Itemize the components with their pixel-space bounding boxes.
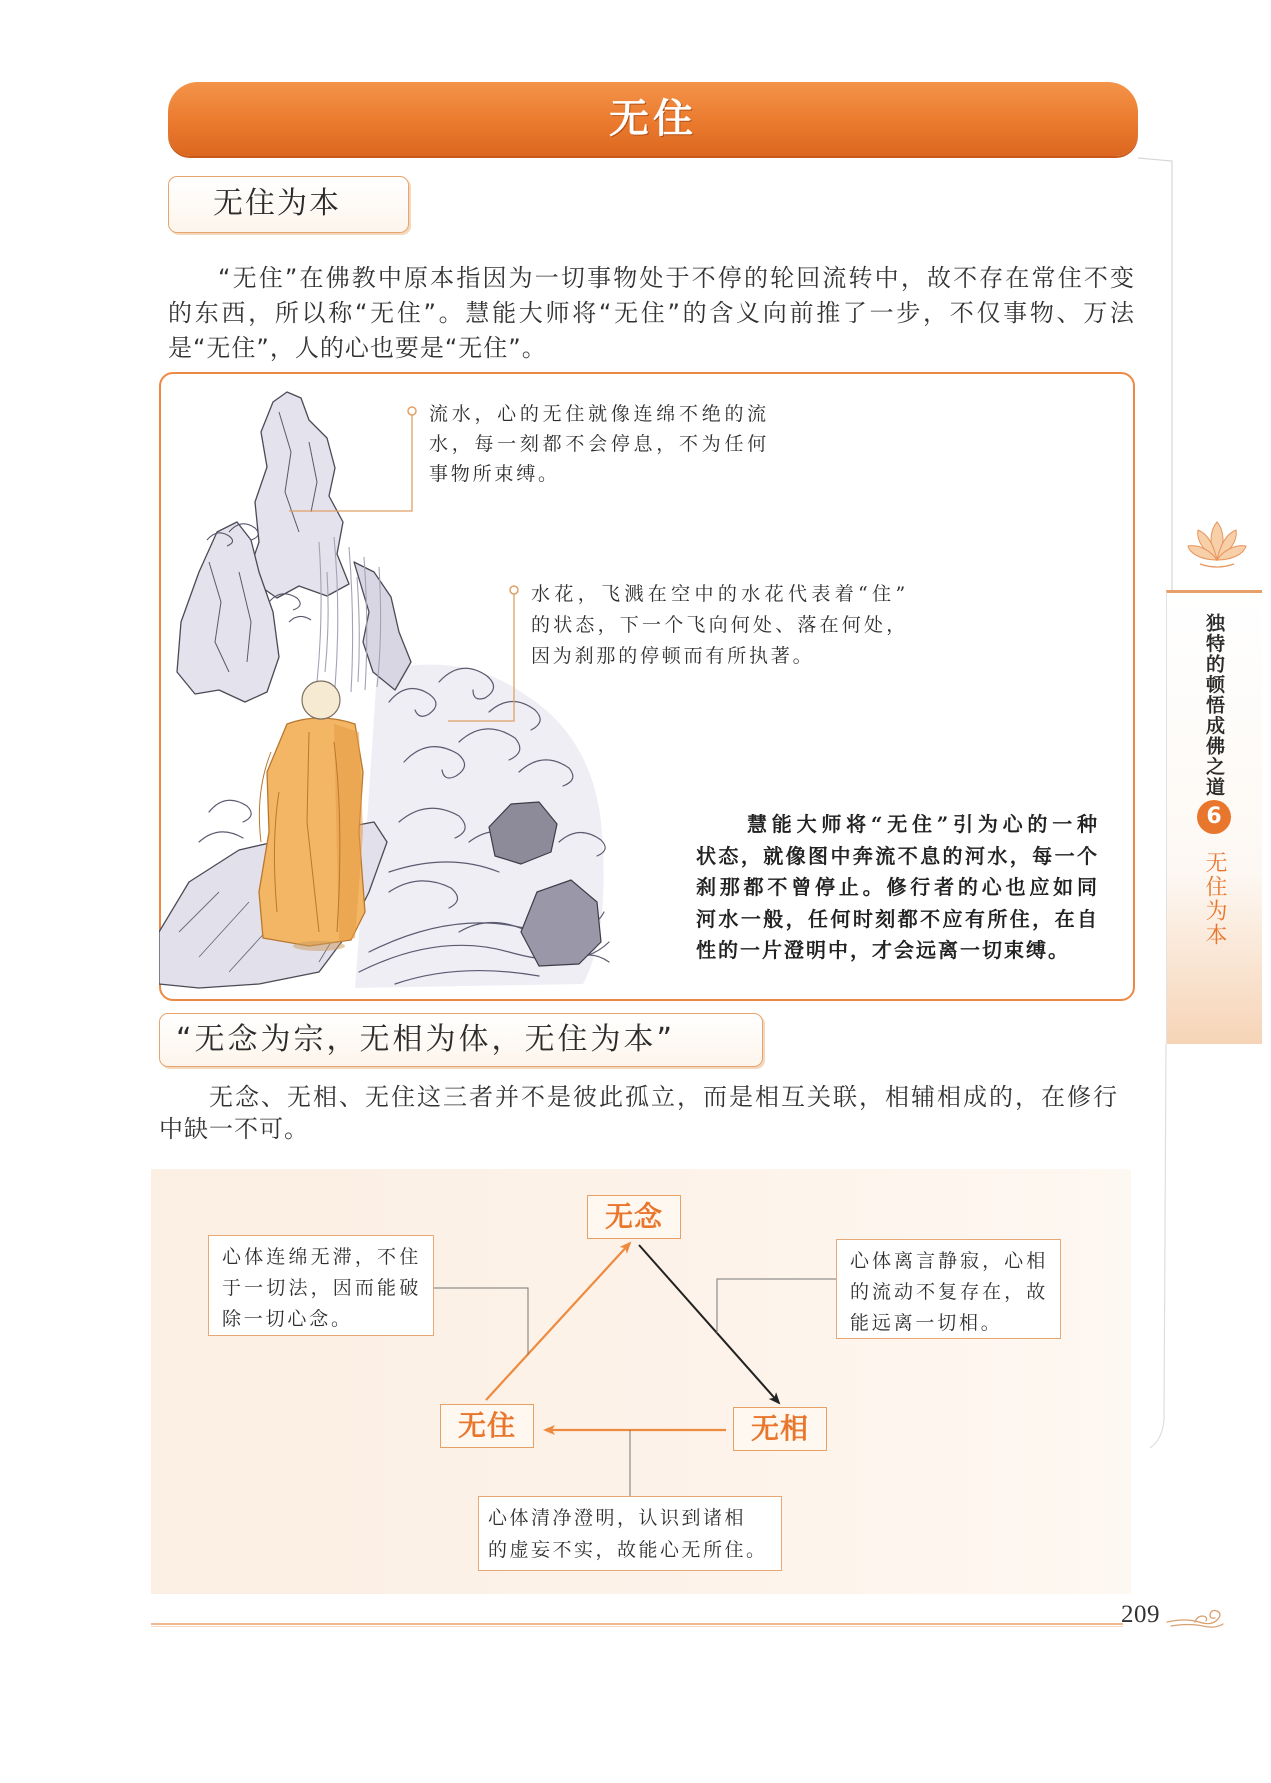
paragraph-line: “无住”在佛教中原本指因为一切事物处于不停的轮回流转中，故不存在常住不变 — [218, 264, 1135, 292]
section-heading: 无住为本 — [213, 186, 341, 221]
note-left — [208, 1235, 434, 1336]
note-line: 心体清净澄明，认识到诸相 — [488, 1507, 747, 1529]
arrow-wunian-to-wuxiang — [639, 1245, 779, 1403]
node-wunian: 无念 — [587, 1195, 681, 1239]
section-heading-box — [168, 176, 409, 233]
paragraph-line: 的东西，所以称“无住”。慧能大师将“无住”的含义向前推了一步，不仅事物、万法 — [168, 299, 1135, 327]
note-right — [836, 1239, 1061, 1339]
callout-line: 的状态，下一个飞向何处、落在何处， — [531, 614, 908, 636]
callout-line: 水，每一刻都不会停息，不为任何 — [429, 433, 769, 455]
note-line: 心体离言静寂，心相 — [850, 1250, 1048, 1272]
lotus-icon — [1186, 516, 1248, 572]
page-number: 209 — [1121, 1601, 1160, 1628]
caption-line: 性的一片澄明中，才会远离一切束缚。 — [696, 938, 1070, 962]
note-line: 的流动不复存在，故 — [850, 1281, 1048, 1303]
callout-water — [429, 399, 769, 489]
arrow-wuzhu-to-wunian — [486, 1243, 630, 1400]
chapter-number-badge: 6 — [1197, 800, 1231, 834]
node-wuzhu: 无住 — [440, 1404, 534, 1448]
page-title: 无住 — [609, 96, 697, 142]
note-connectors — [434, 1279, 836, 1496]
cliff — [177, 392, 411, 702]
node-wuxiang: 无相 — [733, 1407, 827, 1451]
callout-dot — [510, 586, 518, 594]
section-heading: “无念为宗，无相为体，无住为本” — [176, 1022, 676, 1057]
illustration-caption — [696, 809, 1099, 967]
paragraph-line: 是“无住”，人的心也要是“无住”。 — [168, 334, 547, 362]
paragraph-line: 无念、无相、无住这三者并不是彼此孤立，而是相互关联，相辅相成的，在修行 — [209, 1083, 1118, 1111]
intro-paragraph — [168, 261, 1135, 366]
caption-line: 状态，就像图中奔流不息的河水，每一个 — [696, 843, 1099, 868]
paragraph-line: 中缺一不可。 — [159, 1115, 309, 1143]
callout-line: 流水，心的无住就像连绵不绝的流 — [429, 403, 769, 425]
note-line: 的虚妄不实，故能心无所住。 — [488, 1539, 768, 1561]
note-bottom — [478, 1496, 782, 1571]
caption-line: 慧能大师将“无住”引为心的一种 — [747, 812, 1099, 836]
side-section-title: 无住为本 — [1202, 851, 1227, 947]
note-line: 于一切法，因而能破 — [222, 1277, 421, 1299]
note-line: 除一切心念。 — [222, 1308, 353, 1330]
callout-dot — [408, 407, 416, 415]
cloud-swirl-icon — [1165, 1606, 1227, 1632]
callout-spray — [531, 579, 908, 672]
callout-line: 水花，飞溅在空中的水花代表着“住” — [531, 583, 908, 605]
footer-rule — [151, 1623, 1123, 1627]
monk-figure — [259, 681, 365, 951]
section-heading-box — [159, 1013, 763, 1067]
caption-line: 刹那都不曾停止。修行者的心也应如同 — [696, 875, 1099, 899]
note-line: 能远离一切相。 — [850, 1312, 1003, 1334]
caption-line: 河水一般，任何时刻都不应有所住，在自 — [696, 906, 1099, 931]
callout-line: 事物所束缚。 — [429, 463, 560, 485]
relation-paragraph — [159, 1081, 1118, 1145]
note-line: 心体连绵无滞，不住 — [222, 1246, 421, 1268]
callout-line: 因为刹那的停顿而有所执著。 — [531, 645, 815, 667]
chapter-title: 独特的顿悟成佛之道 — [1203, 613, 1225, 798]
